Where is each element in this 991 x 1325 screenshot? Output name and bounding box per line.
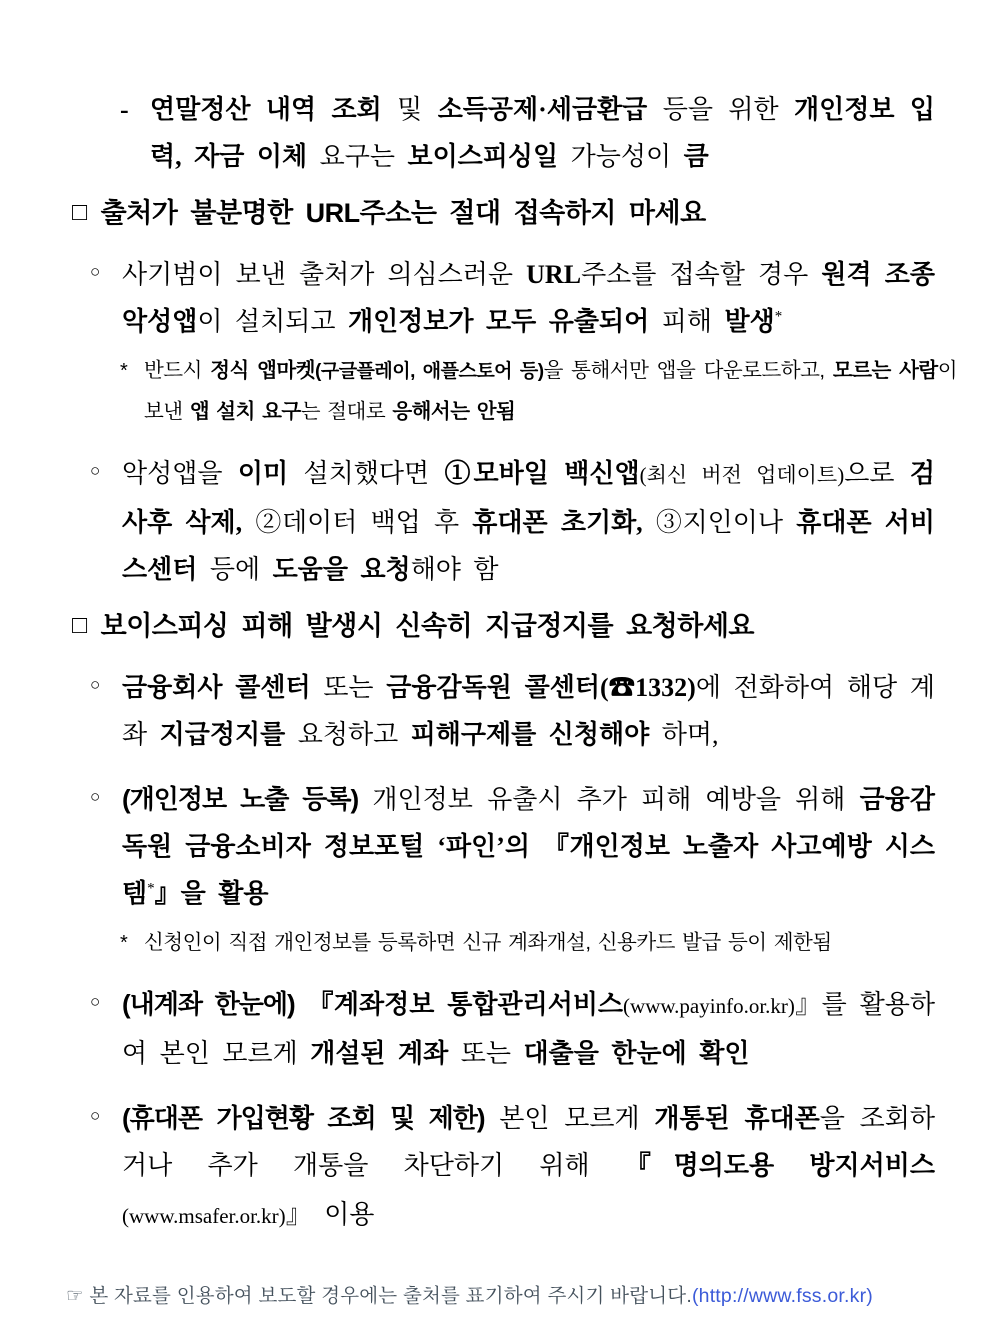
text-run: 요청하고 [285, 720, 411, 749]
text-run: 정식 앱마켓 [210, 359, 316, 382]
asterisk-marker: * [120, 360, 128, 382]
payinfo-url: (www.payinfo.or.kr) [623, 994, 795, 1018]
text-run: 을 통해서만 앱을 다운로드하고, [543, 359, 833, 382]
text-run: (최신 버전 업데이트) [639, 463, 845, 487]
phone-icon-number: (☎1332) [599, 673, 696, 702]
section-heading-url-warning [72, 194, 951, 233]
circle-bullet-icon: ○ [90, 787, 101, 806]
paragraph-phone-subscription [90, 1095, 947, 1240]
text-run: 이 설치되고 [197, 307, 348, 336]
text-run: 악성앱을 [122, 459, 238, 488]
square-bullet-icon: □ [72, 611, 87, 639]
footer-citation [66, 1283, 961, 1309]
text-run: 해야 함 [410, 555, 499, 584]
text-run: 주소를 접속할 경우 [581, 260, 822, 289]
text-run: 발생 [724, 307, 775, 336]
text-run: 』 이용 [285, 1200, 375, 1229]
text-run: (휴대폰 가입현황 조회 및 제한) [122, 1103, 485, 1133]
dash-bullet: - [120, 95, 129, 124]
text-run: 이 보낸 [144, 359, 965, 423]
text-run: 피해 [649, 307, 725, 336]
text-run: 등에 [197, 555, 273, 584]
text-run: 응해서는 안됨 [392, 400, 516, 423]
text-run: 또는 [448, 1039, 524, 1068]
text-run: 반드시 [144, 359, 211, 382]
text-run: 피해구제를 [410, 720, 537, 749]
text-run: 이미 [237, 459, 289, 488]
text-run: 검사후 삭제, [122, 459, 935, 537]
summary-line [120, 86, 935, 180]
footnote-app-market [118, 351, 965, 432]
text-run: 개인정보가 모두 유출되어 [347, 307, 650, 336]
text-run: ②데이터 백업 후 [242, 508, 473, 537]
fss-homepage-link[interactable]: (http://www.fss.or.kr) [691, 1285, 873, 1307]
text-run: (개인정보 노출 등록) [122, 784, 359, 814]
text-run: (구글플레이, 애플스토어 등) [315, 361, 544, 382]
text-run: (내계좌 한눈에) [122, 989, 295, 1019]
text-run: 등을 위한 [647, 95, 794, 124]
text-run: 개인정보 입력, 자금 이체 [150, 95, 935, 171]
text-run: 하며, [649, 720, 719, 749]
text-run: ③지인이나 [642, 508, 797, 537]
circle-bullet-icon: ○ [90, 461, 101, 480]
text-run: 휴대폰 서비스센터 [122, 508, 935, 584]
text-run: 보이스피싱 피해 발생시 신속히 지급정지를 요청하세요 [100, 611, 755, 641]
circle-bullet-icon: ○ [90, 675, 101, 694]
text-run: 는 절대로 [300, 400, 393, 423]
text-run: 신청인이 직접 개인정보를 등록하면 신규 계좌개설, 신용카드 발급 등이 제한됨 [144, 931, 832, 954]
paragraph-suspicious-url [90, 251, 948, 345]
text-run: 소득공제·세금환급 [437, 95, 648, 124]
text-run: 모르는 사람 [832, 359, 938, 382]
footnote-registration-effect [118, 923, 957, 963]
text-run: 금융감독원 콜센터 [386, 673, 600, 702]
text-run: 개통된 휴대폰 [654, 1104, 820, 1133]
circle-bullet-icon: ○ [90, 1106, 101, 1125]
text-run: 원격 조종 악성앱 [122, 260, 948, 336]
paragraph-personal-info-registration [90, 776, 935, 917]
square-bullet-icon: □ [72, 198, 87, 226]
text-run: 』를 활용하여 본인 모르게 [122, 990, 936, 1068]
text-run: 설치했다면 [288, 459, 445, 488]
text-run: ①모바일 백신앱 [444, 459, 640, 488]
footer-text: 본 자료를 인용하여 보도할 경우에는 출처를 표기하여 주시기 바랍니다. [89, 1285, 692, 1307]
text-run: 개인정보 유출시 추가 피해 예방을 위해 [358, 785, 860, 814]
text-run: 요구는 [307, 142, 408, 171]
text-run: 개설된 계좌 [310, 1039, 449, 1068]
text-run: 및 [381, 95, 438, 124]
text-run: 을 조회하거나 추가 개통을 차단하기 위해 [122, 1104, 935, 1180]
text-run: 신청해야 [548, 720, 650, 749]
text-run: 』을 활용 [154, 879, 269, 908]
section-heading-payment-stop [72, 607, 951, 646]
text-run: 으로 [844, 459, 910, 488]
text-run: 또는 [310, 673, 387, 702]
text-run: 큼 [683, 142, 709, 171]
text-run [536, 720, 549, 749]
paragraph-account-info-service [90, 981, 935, 1077]
circle-bullet-icon: ○ [90, 262, 101, 281]
text-run: * [774, 308, 783, 325]
text-run: 앱 설치 요구 [189, 400, 301, 423]
text-run: 지급정지를 [159, 720, 286, 749]
text-run: 출처가 불분명한 URL주소는 절대 접속하지 마세요 [100, 198, 706, 228]
asterisk-marker: * [120, 932, 128, 954]
text-run: URL [526, 260, 582, 289]
text-run: 금융감독원 금융소비자 정보포털 ‘파인’의 『개인정보 노출자 사고예방 시스템 [122, 785, 935, 908]
pointing-hand-icon: ☞ [66, 1285, 90, 1307]
circle-bullet-icon: ○ [90, 992, 101, 1011]
paragraph-call-center [90, 664, 935, 758]
text-run: 대출을 한눈에 확인 [523, 1039, 750, 1068]
text-run: 가능성이 [558, 142, 684, 171]
text-run: 연말정산 내역 조회 [150, 95, 382, 124]
text-run: 본인 모르게 [484, 1104, 655, 1133]
text-run: 도움을 요청 [272, 555, 411, 584]
text-run: 『계좌정보 통합관리서비스 [307, 990, 624, 1019]
text-run: 보이스피싱일 [407, 142, 559, 171]
text-run: 휴대폰 초기화, [472, 508, 643, 537]
msafer-url: (www.msafer.or.kr) [122, 1155, 947, 1228]
text-run: * [147, 880, 155, 897]
text-run: 에 전화하여 해당 계좌 [122, 673, 935, 749]
text-run: 금융회사 콜센터 [122, 673, 311, 702]
paragraph-malware-removal [90, 450, 935, 593]
text-run: 『명의도용 방지서비스 [624, 1151, 936, 1180]
text-run: 사기범이 보낸 출처가 의심스러운 [122, 260, 527, 289]
text-run [295, 990, 308, 1019]
